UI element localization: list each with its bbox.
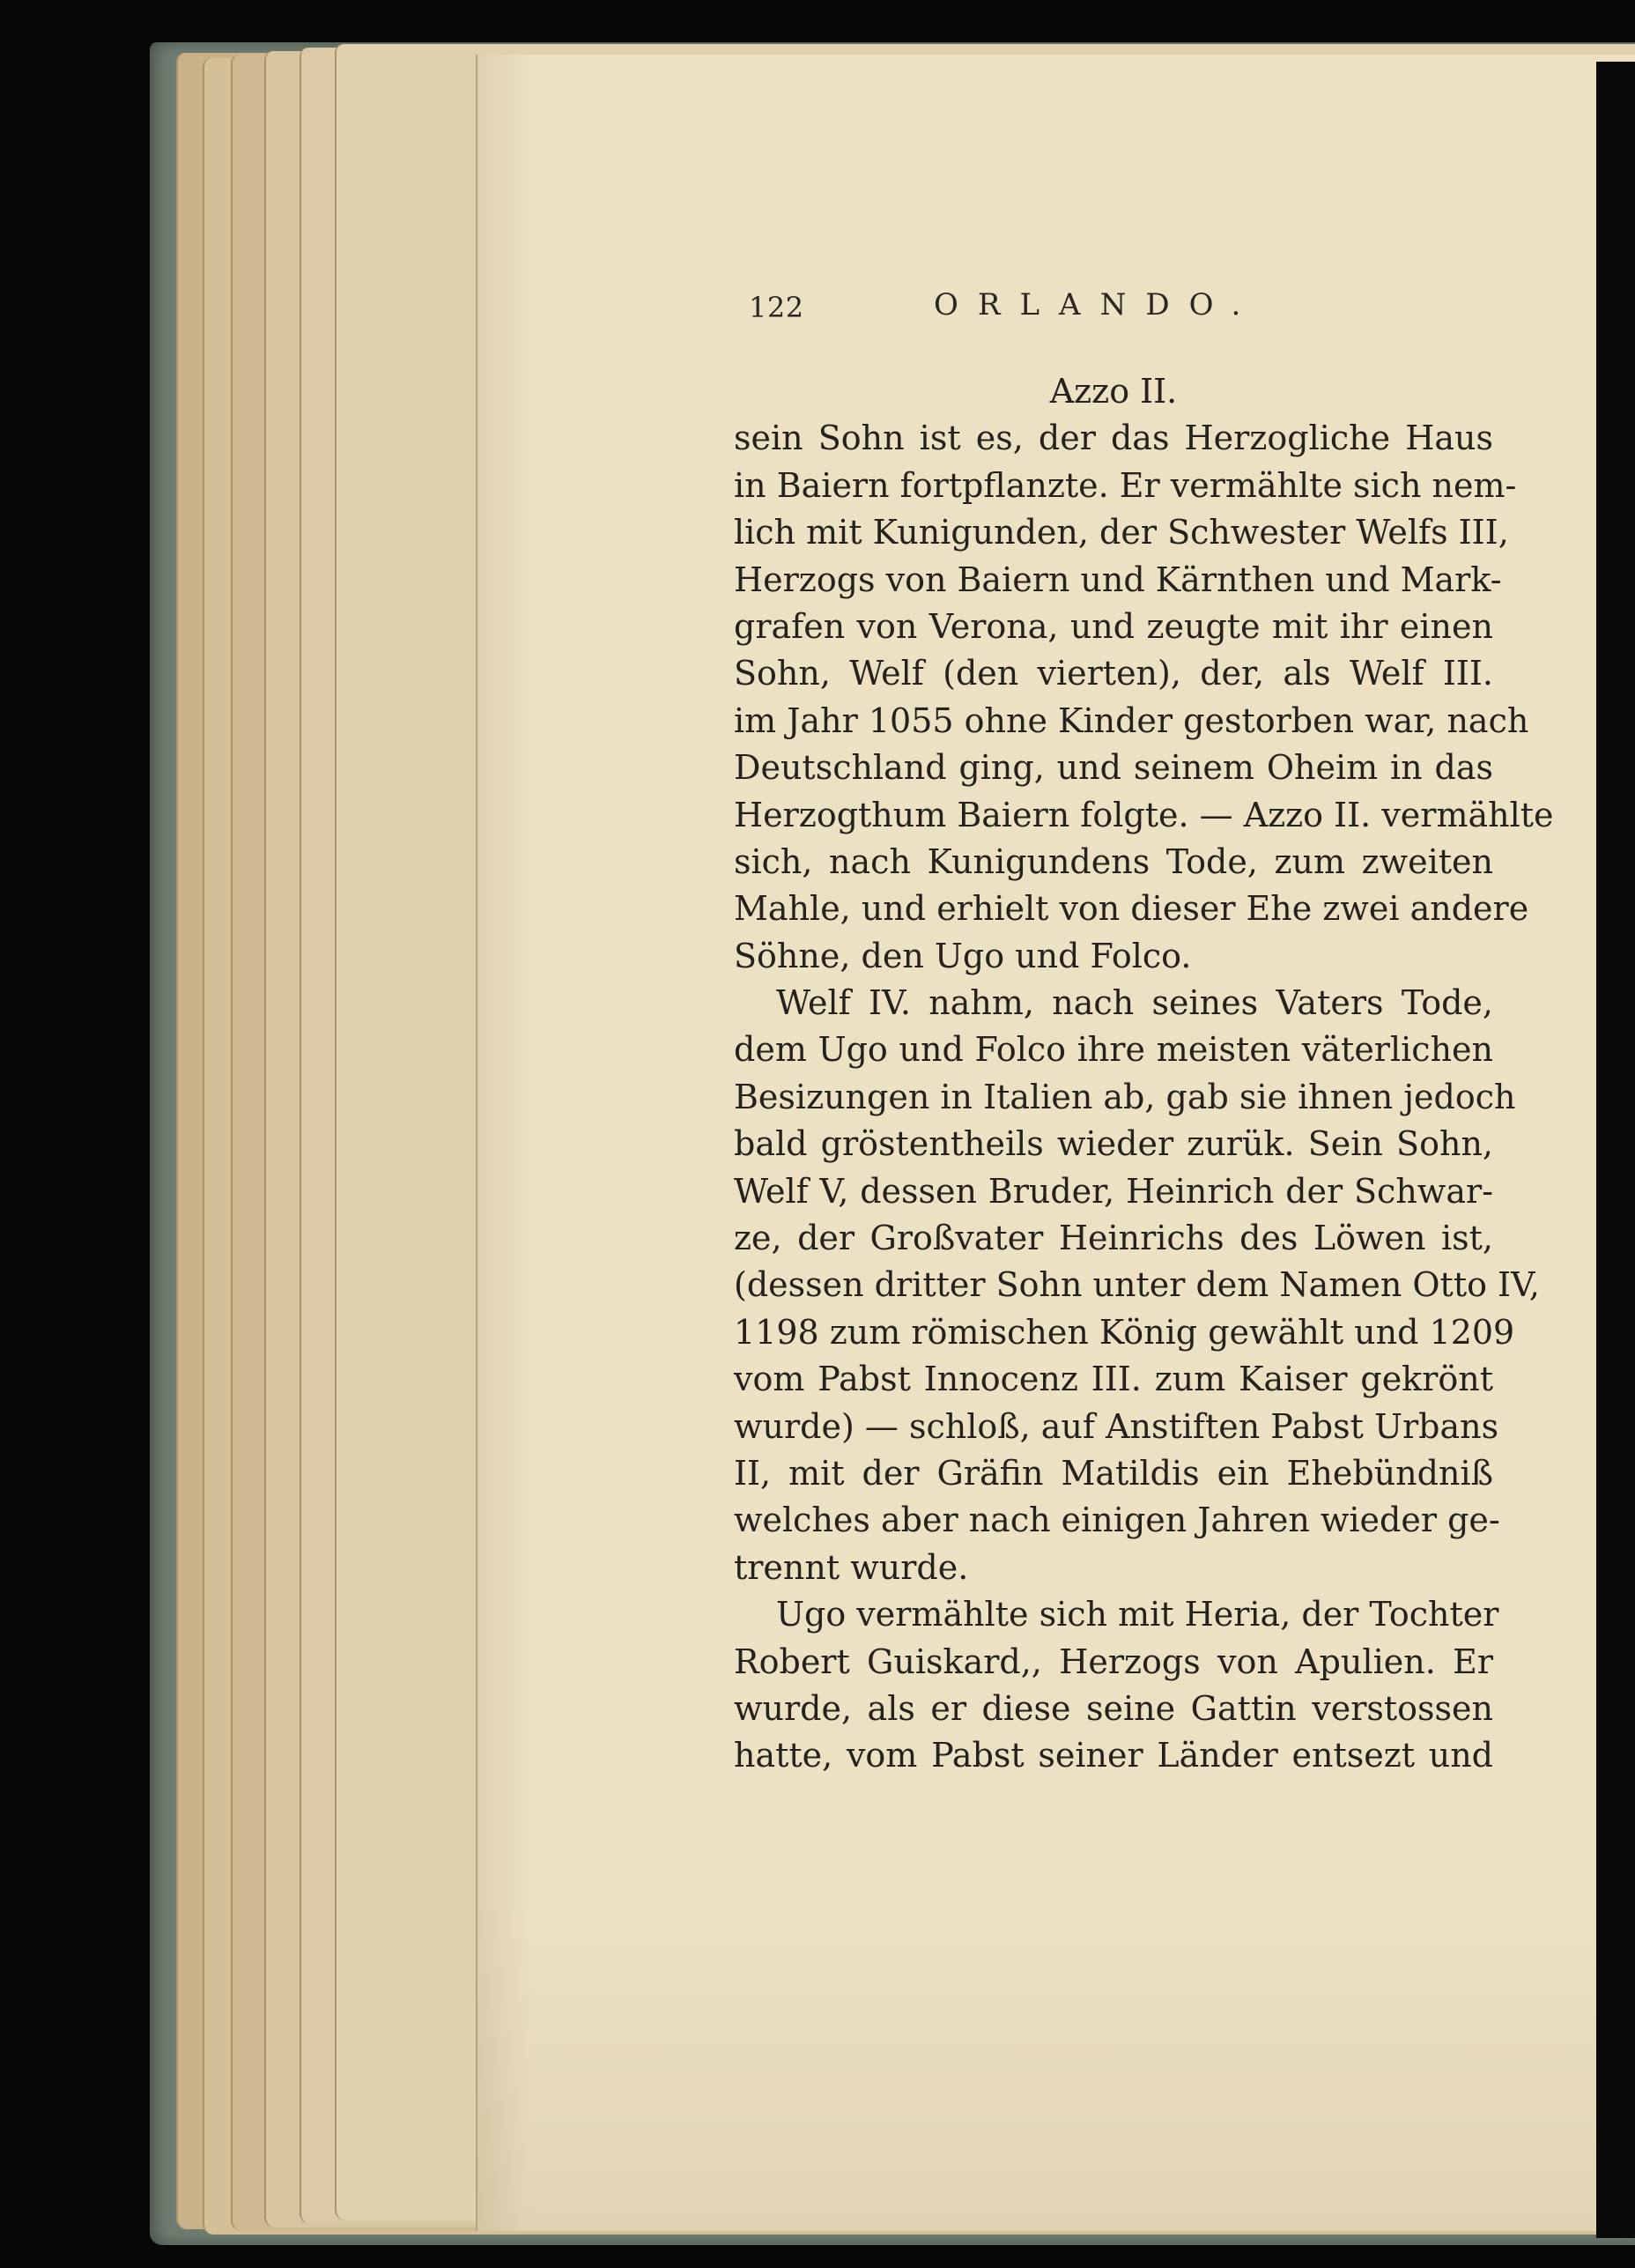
text-line: Welf V, dessen Bruder, Heinrich der Schwar- (734, 1171, 1493, 1211)
text-line: welches aber nach einigen Jahren wieder ge- (734, 1501, 1500, 1540)
text-line: vom Pabst Innocenz III. zum Kaiser gekrönt (734, 1360, 1493, 1399)
running-title: ORLANDO. (934, 287, 1261, 322)
text-line: 1198 zum römischen König gewählt und 1209 (734, 1312, 1515, 1352)
text-line: im Jahr 1055 ohne Kinder gestorben war, nach (734, 700, 1529, 740)
text-line: sein Sohn ist es, der das Herzogliche Haus (734, 419, 1493, 458)
text-line: wurde, als er diese seine Gattin verstossen (734, 1688, 1493, 1728)
text-line: Welf IV. nahm, nach seines Vaters Tode, (776, 983, 1493, 1023)
text-line: hatte, vom Pabst seiner Länder entsezt und (734, 1736, 1493, 1775)
text-line: Sohn, Welf (den vierten), der, als Welf III. (734, 654, 1493, 693)
text-line: wurde) — schloß, auf Anstiften Pabst Urbans (734, 1406, 1499, 1446)
text-line: Azzo II. (1049, 372, 1178, 411)
text-line: Robert Guiskard,, Herzogs von Apulien. Er (734, 1642, 1493, 1681)
text-line: sich, nach Kunigundens Tode, zum zweiten (734, 841, 1493, 881)
scan-margin (1596, 62, 1635, 2238)
text-line: dem Ugo und Folco ihre meisten väterlichen (734, 1030, 1493, 1070)
text-line: II, mit der Gräfin Matildis ein Ehebündniß (734, 1453, 1493, 1493)
text-line: Herzogthum Baiern folgte. — Azzo II. vermählte (734, 795, 1554, 834)
text-line: ze, der Großvater Heinrichs des Löwen ist, (734, 1219, 1493, 1258)
text-line: Mahle, und erhielt von dieser Ehe zwei andere (734, 889, 1529, 929)
text-line: lich mit Kunigunden, der Schwester Welfs III, (734, 513, 1509, 552)
text-line: Ugo vermählte sich mit Heria, der Tochter (776, 1595, 1499, 1634)
text-line: Söhne, den Ugo und Folco. (734, 936, 1192, 975)
body-text (734, 368, 1554, 1780)
page-number: 122 (749, 291, 804, 324)
text-line: Deutschland ging, und seinem Oheim in das (734, 748, 1493, 788)
text-line: in Baiern fortpflanzte. Er vermählte sich nem- (734, 465, 1517, 505)
text-line: Besizungen in Italien ab, gab sie ihnen jedoch (734, 1077, 1516, 1116)
text-line: (dessen dritter Sohn unter dem Namen Otto IV, (734, 1265, 1540, 1305)
text-line: grafen von Verona, und zeugte mit ihr einen (734, 606, 1493, 646)
page-header (749, 282, 1480, 335)
text-line: trennt wurde. (734, 1547, 969, 1587)
text-line: Herzogs von Baiern und Kärnthen und Mark- (734, 560, 1502, 599)
text-line: bald gröstentheils wieder zurük. Sein Sohn, (734, 1124, 1493, 1164)
